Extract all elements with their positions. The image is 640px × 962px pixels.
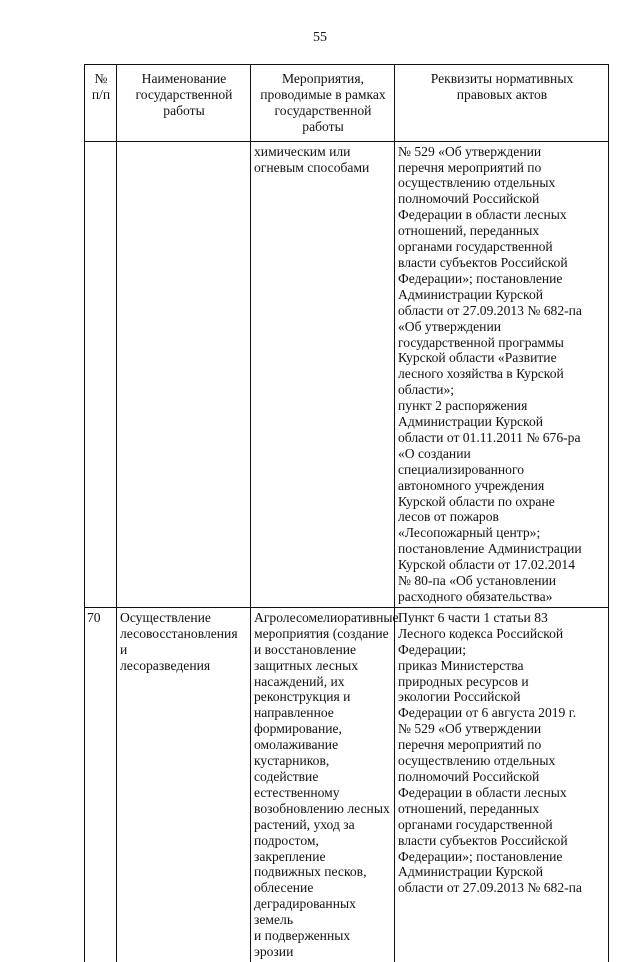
table-header-row	[85, 65, 609, 142]
table-row	[85, 607, 609, 961]
row-legal-acts: Пункт 6 части 1 статьи 83 Лесного кодекса Российской Федерации; приказ Министерства природных ресурсов и экологии Российской Федерации от 6 августа 2019 г. № 529 «Об утверждении перечня мероприятий по осуществлению отдельных полномочий Российской Федерации в области лесных отношений, переданных органами государственной власти субъектов Российской Федерации»; постановление Администрации Курской области от 27.09.2013 № 682-па	[395, 607, 609, 961]
table-row	[85, 141, 609, 607]
row-legal-acts: № 529 «Об утверждении перечня мероприятий по осуществлению отдельных полномочий Российской Федерации в области лесных отношений, переданных органами государственной власти субъектов Российской Федерации»; постановление Администрации Курской области от 27.09.2013 № 682-па «Об утверждении государственной программы Курской области «Развитие лесного хозяйства в Курской области»; пункт 2 распоряжения Администрации Курской области от 01.11.2011 № 676-ра «О создании специализированного автономного учреждения Курской области по охране лесов от пожаров «Лесопожарный центр»; постановление Администрации Курской области от 17.02.2014 № 80-па «Об установлении расходного обязательства»	[395, 141, 609, 607]
row-activities: химическим или огневым способами	[251, 141, 395, 607]
document-table	[84, 64, 609, 962]
row-activities: Агролесомелиоративные мероприятия (создание и восстановление защитных лесных насаждений, их реконструкция и направленное формирование, омолаживание кустарников, содействие естественному возобновлению лесных растений, уход за подростом, закрепление подвижных песков, облесение деградированных земель и подверженных эрозии	[251, 607, 395, 961]
header-legal-acts: Реквизиты нормативных правовых актов	[395, 65, 609, 142]
header-number: № п/п	[85, 65, 117, 142]
header-work-name: Наименование государственной работы	[117, 65, 251, 142]
row-number	[85, 141, 117, 607]
header-activities: Мероприятия, проводимые в рамках государственной работы	[251, 65, 395, 142]
row-work-name: Осуществление лесовосстановления и лесоразведения	[117, 607, 251, 961]
row-number: 70	[85, 607, 117, 961]
page-number: 55	[313, 30, 327, 45]
row-work-name	[117, 141, 251, 607]
